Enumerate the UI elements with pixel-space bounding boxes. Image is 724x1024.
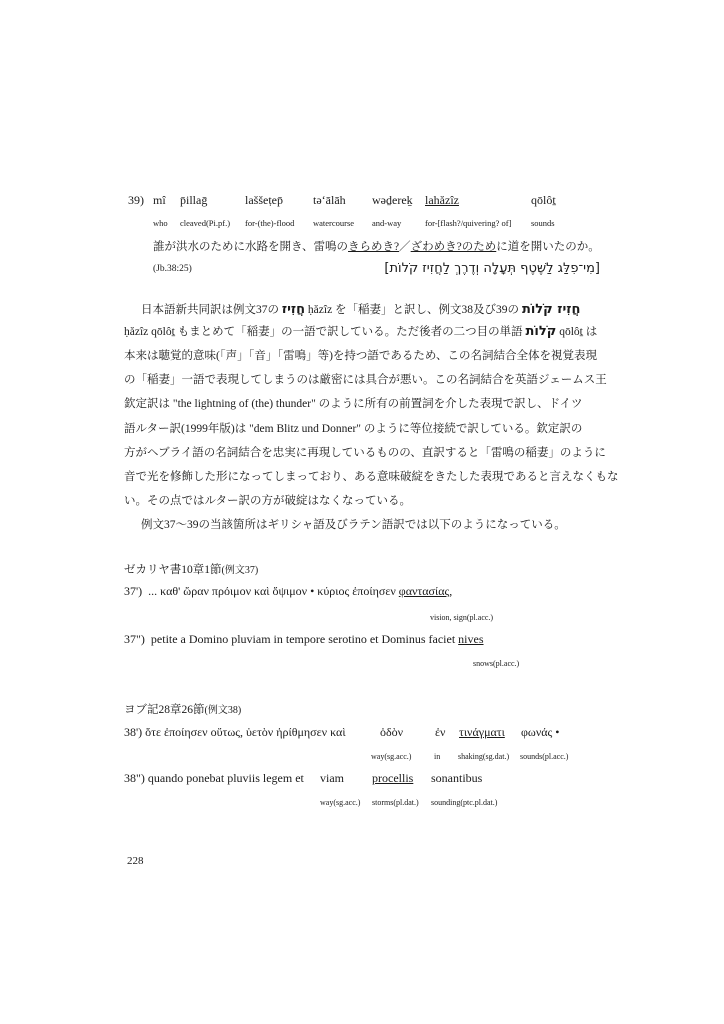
paragraph-line: 本来は聴覚的意味(「声」「音」「雷鳴」等)を持つ語であるため、この名詞結合全体を視覚表現 bbox=[124, 350, 597, 362]
gloss: sounds bbox=[531, 218, 555, 228]
text: ḥăzîz qōlôṯ もまとめて「稲妻」の一語で訳している。ただ後者の二つ目の単語 bbox=[124, 326, 526, 338]
translit-word-underlined: lahăzîz bbox=[425, 193, 459, 207]
greek-word: φωνάς • bbox=[521, 725, 560, 739]
greek-word: ὁδὸν bbox=[380, 725, 404, 739]
gloss: watercourse bbox=[313, 218, 355, 228]
paragraph-line bbox=[124, 321, 597, 343]
paragraph-line: い。その点ではルター訳の方が破綻はなくなっている。 bbox=[124, 495, 412, 507]
gloss: for-(the)-flood bbox=[245, 218, 295, 228]
translation-underlined: ざわめき?のため bbox=[410, 241, 497, 253]
paragraph-line: 欽定訳は "the lightning of (the) thunder" のように所有の前置詞を介した表現で訳し、ドイツ bbox=[124, 398, 583, 410]
paragraph-line bbox=[141, 299, 580, 321]
greek-text: ὅτε ἐποίησεν οὕτως, ὑετὸν ἠρίθμησεν καὶ bbox=[145, 725, 346, 739]
gloss: and-way bbox=[372, 218, 402, 228]
gloss: who bbox=[153, 218, 168, 228]
reference: (Jb.38:25) bbox=[153, 264, 192, 274]
text: qōlôṯ は bbox=[556, 326, 598, 338]
gloss: in bbox=[434, 752, 441, 761]
gloss: for-[flash?/quivering? of] bbox=[425, 218, 512, 228]
heading-text: ヨブ記28章26節 bbox=[124, 704, 205, 716]
gloss: sounds(pl.acc.) bbox=[520, 752, 569, 761]
text: ḥăzîz を「稲妻」と訳し、例文38及び39の bbox=[305, 304, 522, 316]
latin-underlined: nives bbox=[458, 632, 484, 646]
translit-word: mî bbox=[153, 193, 166, 207]
heading-note: (例文38) bbox=[204, 705, 242, 716]
latin-word: viam bbox=[320, 771, 344, 785]
translation-underlined: きらめき? bbox=[348, 241, 400, 253]
greek-line bbox=[124, 725, 346, 740]
hebrew-word: חֲזִיז קֹלוֹת bbox=[521, 302, 581, 317]
latin-text: quando ponebat pluviis legem et bbox=[147, 771, 304, 785]
example-label: 38') bbox=[124, 725, 143, 739]
gloss: snows(pl.acc.) bbox=[473, 659, 520, 668]
gloss: cleaved(Pi.pf.) bbox=[180, 218, 231, 228]
punct: , bbox=[449, 584, 453, 598]
gloss: storms(pl.dat.) bbox=[372, 798, 419, 807]
latin-text: petite a Domino pluviam in tempore serotino et Dominus faciet bbox=[150, 632, 459, 646]
latin-line bbox=[124, 632, 484, 647]
greek-word-underlined: τινάγματι bbox=[459, 725, 505, 739]
translit-word: wəḏereḵ bbox=[372, 193, 413, 207]
latin-word-underlined: procellis bbox=[372, 771, 414, 785]
hebrew-text: [מִי־פִלַּג לַשֶּׁטֶף תְּעָלָה וְדֶרֶךְ לַחֲזִיז קֹלוֹת] bbox=[384, 261, 600, 276]
example-label: 37") bbox=[124, 632, 145, 646]
example-number: 39) bbox=[128, 193, 144, 207]
paragraph-line: 例文37～39の当該箇所はギリシャ語及びラテン語訳では以下のようになっている。 bbox=[141, 519, 566, 531]
heading-text: ゼカリヤ書10章1節 bbox=[124, 564, 222, 576]
section-heading bbox=[124, 561, 258, 577]
latin-word: sonantibus bbox=[431, 771, 483, 785]
paragraph-line: の「稲妻」一語で表現してしまうのは厳密には具合が悪い。この名詞結合を英語ジェームス王 bbox=[124, 374, 607, 386]
gloss: vision, sign(pl.acc.) bbox=[430, 613, 494, 622]
greek-underlined: φαντασίας bbox=[398, 584, 450, 598]
heading-note: (例文37) bbox=[221, 565, 259, 576]
paragraph-line: 音で光を修飾した形になってしまっており、ある意味破綻をきたした表現であると言えなくもな bbox=[124, 471, 619, 483]
translit-word: qōlôṯ bbox=[531, 193, 556, 207]
translation-text: に道を開いたのか。 bbox=[496, 241, 600, 253]
example-label: 38") bbox=[124, 771, 145, 785]
translation-separator: ／ bbox=[399, 241, 411, 253]
text: 日本語新共同訳は例文37の bbox=[141, 304, 282, 316]
translation-text: 誰が洪水のために水路を開き、雷鳴の bbox=[153, 241, 349, 253]
page-number: 228 bbox=[127, 855, 144, 867]
paragraph-line: 語ルター訳(1999年版)は "dem Blitz und Donner" のように等位接続で訳している。欽定訳の bbox=[124, 423, 583, 435]
translit-word: p̄illaḡ bbox=[180, 193, 208, 207]
section-heading bbox=[124, 701, 241, 717]
paragraph-line: 方がヘブライ語の名詞結合を忠実に再現しているものの、直訳すると「雷鳴の稲妻」のように bbox=[124, 447, 606, 459]
greek-text: ... καθ' ὥραν πρόιμον καὶ ὄψιμον • κύριος ἐποίησεν bbox=[148, 584, 399, 598]
greek-word: ἐν bbox=[435, 725, 446, 739]
latin-line bbox=[124, 771, 304, 786]
gloss: way(sg.acc.) bbox=[371, 752, 412, 761]
gloss: way(sg.acc.) bbox=[320, 798, 361, 807]
hebrew-word: קֹלוֹת bbox=[525, 324, 557, 339]
translit-word: tə‘ālāh bbox=[313, 193, 346, 207]
translation-line bbox=[153, 238, 600, 254]
greek-line bbox=[124, 584, 452, 599]
gloss: sounding(ptc.pl.dat.) bbox=[431, 798, 498, 807]
gloss: shaking(sg.dat.) bbox=[458, 752, 510, 761]
translit-word: laššeṭep̄ bbox=[245, 193, 283, 207]
hebrew-word: חֲזִיז bbox=[281, 302, 306, 317]
example-label: 37') bbox=[124, 584, 143, 598]
